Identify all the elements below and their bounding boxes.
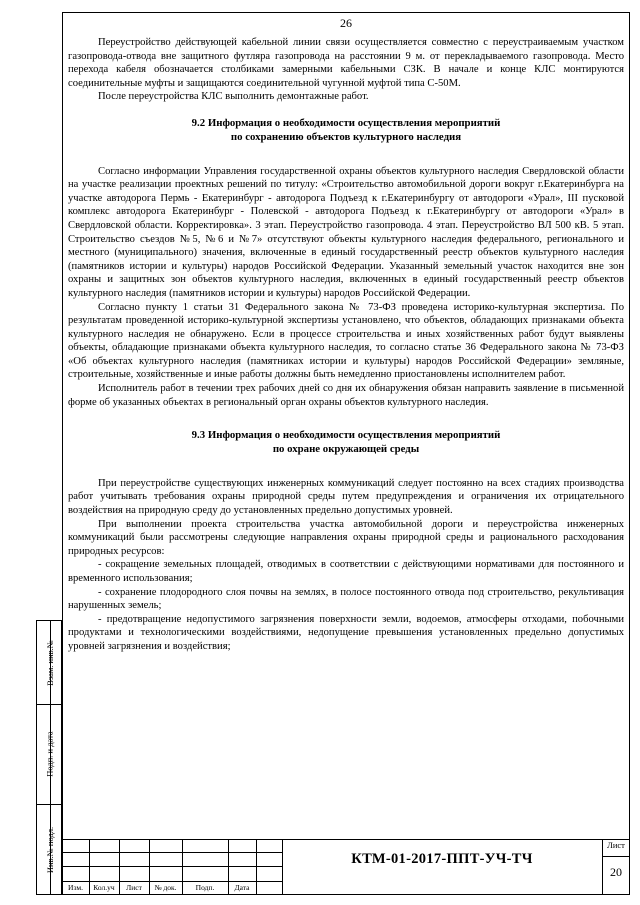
side-stamp bbox=[36, 620, 62, 895]
heading-line: по охране окружающей среды bbox=[272, 443, 420, 456]
paragraph: Согласно информации Управления государственной охраны объектов культурного наследия Свердловской области на участке реализации проектных решений по титулу: «Строительство автомобильной дороги вокруг г.Екатеринбурга на участке автодорога Пермь - Екатеринбург - автодорога Подъезд к г.Екатеринбургу от автодороги «Урал», III пусковой комплекс автодорога Екатеринбург - Полевской - автодорога Подъезд к г.Екатеринбургу от автодороги «Урал» в Свердловской области. Корректировка». 3 этап. Переустройство газопровода. 4 этап. Переустройство ВЛ 500 кВ. 5 этап. Строительство съездов №5, №6 и №7» отсутствуют объекты культурного наследия федерального, регионального и местного (муниципального) значения, включенные в единый государственный реестр объектов культурного наследия (памятников истории и культуры) народов Российской Федерации. Указанный земельный участок находится вне зон охраны и защитных зон объектов культурного наследия, включенных в единый государственный реестр объектов культурного наследия (памятников истории и культуры) народов Российской Федерации. bbox=[68, 165, 624, 299]
section-heading bbox=[68, 117, 624, 145]
paragraph: Переустройство действующей кабельной линии связи осуществляется совместно с переустраиваемым участком газопровода-отвода вне защитного футляра газопровода на расстоянии 9 м. от перекладываемого газопровода. Место перехода кабеля обозначается столбиками замерными кабельными СЗК. В начале и конце КЛС монтируются соединительные муфты и защищаются соединительной чугунной муфтой типа С-50М. bbox=[68, 37, 624, 89]
col-data: Дата bbox=[234, 883, 250, 892]
list-item: - сохранение плодородного слоя почвы на землях, в полосе постоянного отвода под строительство, рекультивация нарушенных земель; bbox=[68, 586, 624, 612]
list-item: - предотвращение недопустимого загрязнения поверхности земли, водоемов, атмосферы отходами, побочными продуктами и технологическими воздействиями, недопущение превышения установленных предельно допустимых уровней загрязнения и воздействия; bbox=[68, 613, 624, 652]
section-heading bbox=[68, 429, 624, 457]
paragraph: После переустройства КЛС выполнить демонтажные работ. bbox=[98, 91, 369, 103]
col-kol-uch: Кол.уч bbox=[93, 883, 115, 892]
paragraph: При переустройстве существующих инженерных коммуникаций следует постоянно на всех стадиях производства работ учитывать требования охраны природной среды путем предупреждения и ограничения их отрицательного воздействия на природную среду до установленных предельно допустимых уровней. bbox=[68, 477, 624, 517]
side-stamp-label: Взам. инв.№ bbox=[45, 639, 55, 686]
side-stamp-label: Инв.№ подл. bbox=[45, 826, 55, 874]
heading-line: по сохранению объектов культурного наследия bbox=[230, 130, 462, 143]
side-stamp-label: Подп. и дата bbox=[45, 731, 56, 777]
paragraph: Исполнитель работ в течении трех рабочих дней со дня их обнаружения обязан направить заявление в письменной форме об указанных объектах в региональный орган охраны объектов культурного наследия. bbox=[68, 383, 624, 408]
sheet-number: 20 bbox=[610, 865, 622, 879]
paragraph: Согласно пункту 1 статьи 31 Федерального закона № 73-ФЗ проведена историко-культурная экспертиза. По результатам проведенной историко-культурной экспертизы установлено, что объектов, обладающих признаками объекта культурного наследия не обнаружено. Если в процессе строительства и иных хозяйственных работ будут выявлены объекты, обладающие признаками объекта культурного наследия, то согласно статье 36 Федерального закона № 73-ФЗ «Об объектах культурного наследия (памятниках истории и культуры) народов Российской Федерации» земляные, строительные, хозяйственные и иные работы должны быть немедленно приостановлены исполнителем работ. bbox=[68, 301, 624, 381]
title-block bbox=[62, 839, 630, 895]
col-list: Лист bbox=[126, 883, 142, 892]
heading-line: 9.2 Информация о необходимости осуществления мероприятий bbox=[191, 116, 501, 129]
list-item: - сокращение земельных площадей, отводимых в соответствии с действующими нормативами для постоянного и временного использования; bbox=[68, 559, 624, 584]
col-podp: Подп. bbox=[195, 883, 215, 892]
heading-line: 9.3 Информация о необходимости осуществления мероприятий bbox=[191, 429, 501, 442]
document-code: КТМ-01-2017-ППТ-УЧ-ТЧ bbox=[351, 851, 533, 867]
sheet-label: Лист bbox=[607, 840, 625, 850]
document-body bbox=[68, 36, 624, 654]
paragraph: При выполнении проекта строительства участка автомобильной дороги и переустройства инженерных коммуникаций были рассмотрены следующие направления охраны природной среды и рационального расходования природных ресурсов: bbox=[68, 518, 624, 557]
page-number: 26 bbox=[340, 16, 352, 30]
col-izm: Изм. bbox=[68, 883, 83, 892]
col-doc: № док. bbox=[154, 883, 177, 892]
